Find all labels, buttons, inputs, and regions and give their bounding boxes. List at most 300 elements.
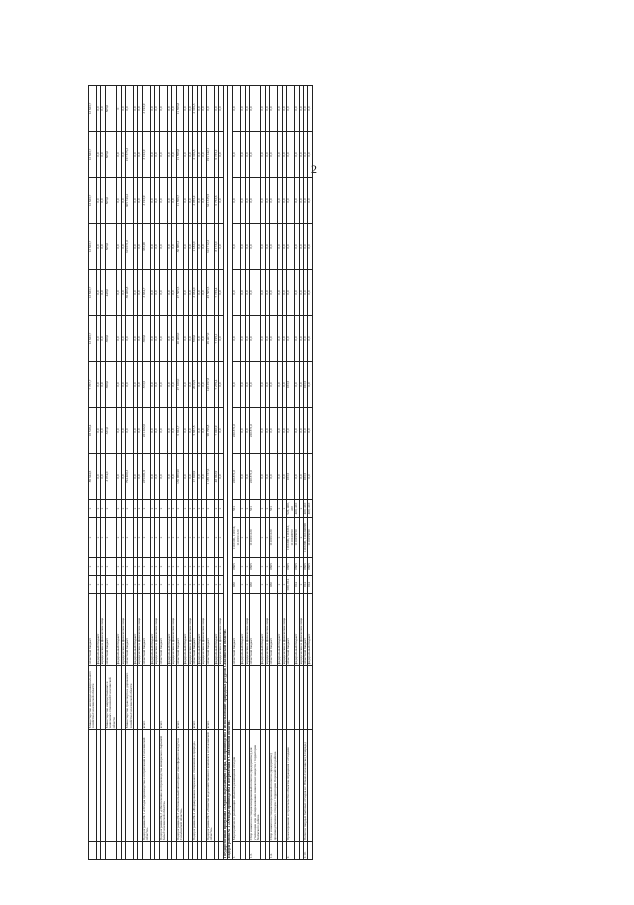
row-value: 0,0	[121, 408, 125, 454]
row-number	[126, 842, 134, 860]
row-value: 0,0	[303, 224, 307, 270]
row-value: 0,0	[202, 86, 206, 132]
row-grbs: x	[184, 576, 188, 594]
table-row	[206, 86, 214, 860]
row-csr: x	[184, 518, 188, 558]
row-name: Полигон твердых бытовых отходов в г. Южно-Сахалинске (I очередь)	[303, 730, 307, 842]
row-vr: x	[282, 500, 286, 518]
row-value: 0,0	[261, 86, 265, 132]
row-value: 0,0	[133, 178, 137, 224]
row-value: 0,0	[233, 270, 241, 316]
row-value: 0,0	[96, 178, 100, 224]
row-value: 6 822,7	[176, 408, 184, 454]
row-value: 0,0	[219, 408, 223, 454]
row-value: 0,0	[265, 408, 269, 454]
row-funding-source: областной бюджет	[233, 594, 241, 666]
row-csr: x	[126, 518, 134, 558]
row-vr: x	[265, 500, 269, 518]
row-executor: всего	[176, 666, 184, 730]
row-value: 0,0	[270, 86, 278, 132]
row-grbs: x	[282, 576, 286, 594]
row-value: 0,0	[308, 408, 312, 454]
row-value: 0,0	[270, 270, 278, 316]
row-grbs: x	[159, 576, 167, 594]
row-value: 0,0	[282, 178, 286, 224]
row-funding-source: областной бюджет	[287, 594, 295, 666]
row-value: 0,0	[233, 178, 241, 224]
row-csr: 1110200, 1110240090	[303, 518, 307, 558]
row-value: 0,0	[245, 178, 249, 224]
row-value: 0,0	[184, 224, 188, 270]
row-value: 0,0	[270, 408, 278, 454]
row-rzpr: x	[117, 558, 121, 576]
row-value: 0,0	[172, 362, 176, 408]
row-value: 0,0	[202, 408, 206, 454]
row-rzpr: 0605	[287, 558, 295, 576]
row-value: 0,0	[282, 224, 286, 270]
row-csr: x	[245, 518, 249, 558]
row-value: 0,0	[155, 362, 159, 408]
row-value: 0,0	[299, 86, 303, 132]
row-vr: x	[172, 500, 176, 518]
row-value: 220 871,0	[233, 408, 241, 454]
row-value: 390,0	[105, 362, 116, 408]
row-vr: x	[214, 500, 218, 518]
rotated-table-wrapper	[88, 90, 628, 860]
row-value: 0,0	[202, 362, 206, 408]
row-value: 11 596,8	[176, 86, 184, 132]
row-value: 0,0	[150, 316, 154, 362]
row-value: 0,0	[299, 132, 303, 178]
row-value: 505,0	[105, 86, 116, 132]
row-value: 0,0	[250, 316, 261, 362]
row-value: 220 871,0	[250, 454, 261, 500]
row-rzpr: x	[265, 558, 269, 576]
row-value: 6 753,6	[214, 178, 218, 224]
row-value: 0,0	[261, 362, 265, 408]
row-grbs: x	[172, 576, 176, 594]
row-value: 0,0	[278, 86, 282, 132]
row-value: 183,5	[303, 362, 307, 408]
row-value: 157 575,3	[126, 132, 134, 178]
row-number	[206, 842, 214, 860]
row-value: 0,0	[167, 316, 171, 362]
row-name	[105, 730, 116, 842]
row-vr: x	[89, 500, 97, 518]
row-value: 0,0	[101, 178, 105, 224]
row-value: 0,0	[241, 454, 245, 500]
row-csr: x	[133, 518, 137, 558]
row-funding-source: юридические и физические лица	[188, 594, 192, 666]
row-rzpr: x	[206, 558, 214, 576]
row-grbs: 030	[233, 576, 241, 594]
row-value: 0,0	[219, 178, 223, 224]
row-value: 0,0	[188, 408, 192, 454]
row-value: 183,5	[303, 454, 307, 500]
row-value: 2 316,3	[193, 86, 197, 132]
row-value: 0,0	[278, 132, 282, 178]
row-number	[142, 842, 150, 860]
row-number: 2.10.	[303, 842, 307, 860]
row-grbs: x	[176, 576, 184, 594]
row-value: 0,0	[101, 454, 105, 500]
row-value: 12 623,7	[89, 178, 97, 224]
row-value: 0,0	[133, 270, 137, 316]
row-executor	[308, 666, 312, 730]
row-rzpr: x	[245, 558, 249, 576]
row-value: 0,0	[299, 316, 303, 362]
row-csr: 1110161120	[270, 518, 278, 558]
row-grbs: x	[188, 576, 192, 594]
row-funding-source: юридические и физические лица	[282, 594, 286, 666]
row-value: 0,0	[270, 316, 278, 362]
row-executor: всего	[206, 666, 214, 730]
row-grbs: x	[105, 576, 116, 594]
row-value: 0,0	[117, 454, 121, 500]
row-value: 0,0	[261, 454, 265, 500]
row-name: Сбор и вывоз на специализированный полигон (предприятие) производственных отходов с территории Поронайского района	[270, 730, 278, 842]
row-grbs: 014	[295, 576, 299, 594]
row-value: 0,0	[270, 362, 278, 408]
row-value: 183,5	[287, 454, 295, 500]
row-value: 0,0	[159, 132, 167, 178]
row-value: 0,0	[96, 270, 100, 316]
table-row	[105, 86, 116, 860]
row-value: 0,0	[159, 224, 167, 270]
row-value: 0,0	[101, 224, 105, 270]
row-vr: x	[197, 500, 201, 518]
row-value: 48 352,9	[214, 454, 218, 500]
row-value: 0,0	[295, 408, 299, 454]
row-executor	[233, 666, 241, 730]
row-value: 0,0	[270, 132, 278, 178]
row-vr: x	[105, 500, 116, 518]
row-value: 0,0	[308, 86, 312, 132]
row-value: 0,0	[184, 316, 188, 362]
row-funding-source: федеральный бюджет	[197, 594, 201, 666]
row-value: 0,0	[261, 132, 265, 178]
row-grbs: x	[214, 576, 218, 594]
row-value: 0,0	[308, 132, 312, 178]
row-value: 0,0	[250, 132, 261, 178]
row-value: 0,0	[308, 270, 312, 316]
row-funding-source: федеральный бюджет	[261, 594, 265, 666]
row-value: 0,0	[159, 454, 167, 500]
row-value: 12 623,7	[89, 86, 97, 132]
row-csr: x	[261, 518, 265, 558]
row-value: 0,0	[184, 408, 188, 454]
row-vr: x	[188, 500, 192, 518]
table-row	[308, 86, 312, 860]
row-value: 0,0	[295, 316, 299, 362]
row-value: 0,0	[303, 408, 307, 454]
row-name: Подпрограмма № 2 «Обеспечение воспроизводства минерально-сырьевой базы Сахалинской области»	[159, 730, 167, 842]
row-funding-source: юридические и физические лица	[155, 594, 159, 666]
row-value: 0,0	[138, 362, 142, 408]
row-value: 0,0	[295, 362, 299, 408]
row-value: 0,0	[150, 178, 154, 224]
row-value: 0,0	[117, 270, 121, 316]
row-csr: x	[193, 518, 197, 558]
row-rzpr: 0605	[233, 558, 241, 576]
row-value: 0,0	[299, 454, 303, 500]
row-grbs: x	[155, 576, 159, 594]
row-grbs: x	[138, 576, 142, 594]
row-number: 1.4.	[270, 842, 278, 860]
row-value: 0,0	[245, 132, 249, 178]
row-grbs: x	[245, 576, 249, 594]
row-value: 0,0	[250, 270, 261, 316]
row-value: 0,0	[278, 316, 282, 362]
row-value: 313 712,2	[206, 224, 214, 270]
row-rzpr: x	[167, 558, 171, 576]
row-rzpr: x	[172, 558, 176, 576]
row-csr: 1110255050	[308, 518, 312, 558]
row-number: 1.3.	[250, 842, 261, 860]
row-funding-source: юридические и физические лица	[299, 594, 303, 666]
row-csr: x	[105, 518, 116, 558]
row-value: 0,0	[159, 408, 167, 454]
row-value: 0,0	[278, 362, 282, 408]
row-value: 0,0	[303, 178, 307, 224]
row-value: 0,0	[282, 408, 286, 454]
row-vr: x	[126, 500, 134, 518]
row-value: 0,0	[138, 270, 142, 316]
page-number: 2	[311, 162, 317, 176]
row-value: 0,0	[278, 224, 282, 270]
row-value: 333,90	[142, 224, 150, 270]
row-number: 2.	[287, 842, 295, 860]
row-csr: x	[142, 518, 150, 558]
row-rzpr: x	[105, 558, 116, 576]
row-value: 0,0	[261, 178, 265, 224]
row-csr: x	[101, 518, 105, 558]
row-grbs: x	[142, 576, 150, 594]
row-executor: Министерство имущественных и земельных отношений Сахалинской области	[105, 666, 116, 730]
row-rzpr: x	[159, 558, 167, 576]
row-value: 0,0	[133, 132, 137, 178]
row-value: 0,0	[219, 86, 223, 132]
row-value: 0,0	[241, 408, 245, 454]
row-vr: x	[159, 500, 167, 518]
row-rzpr: x	[121, 558, 125, 576]
row-rzpr: x	[150, 558, 154, 576]
row-value: 0,0	[202, 454, 206, 500]
row-value: 12 623,7	[89, 316, 97, 362]
row-number: 1.	[233, 842, 241, 860]
row-value: 0,0	[101, 408, 105, 454]
row-value: 0,0	[188, 454, 192, 500]
row-value: 5 667,5	[193, 408, 197, 454]
row-value: 0,0	[241, 132, 245, 178]
row-vr: x	[193, 500, 197, 518]
row-value: 0,0	[138, 178, 142, 224]
row-value: 390,0	[142, 316, 150, 362]
row-value: 0,0	[138, 224, 142, 270]
row-value: 0,0	[265, 454, 269, 500]
row-value: 0,0	[188, 316, 192, 362]
row-value: 20 400,0	[176, 316, 184, 362]
row-executor	[287, 666, 295, 730]
row-value: 0,0	[219, 270, 223, 316]
row-value: 0,0	[287, 270, 295, 316]
row-rzpr: 0605	[295, 558, 299, 576]
row-value: 0,0	[287, 408, 295, 454]
row-value: 0,0	[167, 408, 171, 454]
row-executor	[250, 666, 261, 730]
row-vr: x	[96, 500, 100, 518]
row-vr: x	[278, 500, 282, 518]
row-value: 0,0	[121, 362, 125, 408]
row-grbs: x	[121, 576, 125, 594]
row-csr: x	[117, 518, 121, 558]
row-value: 0,0	[96, 86, 100, 132]
row-value: 26 407,0	[206, 316, 214, 362]
row-grbs: x	[265, 576, 269, 594]
row-vr: x	[176, 500, 184, 518]
row-value: 0,0	[303, 132, 307, 178]
row-executor: Министерство транспорта и дорожного хозяйства Сахалинской области	[126, 666, 134, 730]
row-funding-source: федеральный бюджет	[278, 594, 282, 666]
row-value: 0,0	[287, 178, 295, 224]
row-value: 0,0	[303, 86, 307, 132]
row-value: 0,0	[287, 132, 295, 178]
row-value: 0,0	[172, 454, 176, 500]
row-value: 0,0	[219, 132, 223, 178]
row-value: 0,0	[245, 454, 249, 500]
row-csr: x	[202, 518, 206, 558]
row-value: 0,0	[303, 316, 307, 362]
row-rzpr: x	[133, 558, 137, 576]
row-value: 0,0	[282, 316, 286, 362]
row-funding-source: юридические и физические лица	[265, 594, 269, 666]
row-value: 0,0	[96, 132, 100, 178]
row-vr: x	[241, 500, 245, 518]
row-funding-source: областной бюджет	[193, 594, 197, 666]
row-value: 505,0	[105, 224, 116, 270]
row-value: 0,0	[184, 132, 188, 178]
row-value: 7 020,9	[214, 408, 218, 454]
row-value: 0,0	[150, 224, 154, 270]
row-value: 0,0	[126, 86, 134, 132]
row-csr: x	[197, 518, 201, 558]
row-funding-source: юридические и физические лица	[172, 594, 176, 666]
row-value: 0,0	[101, 86, 105, 132]
row-grbs: x	[117, 576, 121, 594]
row-value: 0,0	[133, 224, 137, 270]
row-value: 0,0	[287, 86, 295, 132]
row-value: 0,0	[245, 86, 249, 132]
row-value: 505,0	[105, 132, 116, 178]
row-grbs: x	[193, 576, 197, 594]
row-value: 0,0	[202, 270, 206, 316]
row-value: 0,0	[159, 270, 167, 316]
row-funding-source: федеральный бюджет	[167, 594, 171, 666]
row-value: 0,0	[159, 178, 167, 224]
row-value: 0,0	[197, 454, 201, 500]
row-funding-source: областной бюджет	[142, 594, 150, 666]
row-value: 12 623,7	[89, 132, 97, 178]
row-value: 0,0	[295, 270, 299, 316]
row-value: 0,0	[155, 316, 159, 362]
row-value: 149 297,8	[206, 362, 214, 408]
row-value: 0,0	[202, 316, 206, 362]
row-value: 0,0	[117, 224, 121, 270]
row-funding-source: федеральный бюджет	[241, 594, 245, 666]
row-value: 0,0	[117, 408, 121, 454]
row-rzpr: x	[278, 558, 282, 576]
row-rzpr: x	[142, 558, 150, 576]
row-value: 0,0	[295, 178, 299, 224]
row-value: 0,0	[172, 224, 176, 270]
row-vr: x	[219, 500, 223, 518]
row-value: 0,0	[150, 362, 154, 408]
row-value: 0,0	[270, 224, 278, 270]
row-value: 2 316,3	[193, 132, 197, 178]
row-value: 0,0	[303, 270, 307, 316]
row-vr: 400, 410	[308, 500, 312, 518]
row-value: 0,0	[197, 178, 201, 224]
row-value: 0,0	[188, 362, 192, 408]
row-grbs: x	[167, 576, 171, 594]
row-value: 0,0	[121, 86, 125, 132]
row-csr: x	[138, 518, 142, 558]
row-value: 0,0	[197, 316, 201, 362]
row-grbs: x	[206, 576, 214, 594]
row-value: 0,0	[159, 86, 167, 132]
row-vr: 521	[233, 500, 241, 518]
row-value: 0,0	[308, 454, 312, 500]
row-value: 30 886,2	[176, 224, 184, 270]
row-value: 0,0	[245, 408, 249, 454]
row-csr: x	[265, 518, 269, 558]
row-value: 0,0	[250, 86, 261, 132]
row-name: Подпрограмма № 3 «Региональный мониторинг атмосферного воздуха в Сахалинской области»	[176, 730, 184, 842]
row-value: 11 596,7	[176, 178, 184, 224]
row-rzpr: x	[188, 558, 192, 576]
row-value: 0,0	[184, 362, 188, 408]
row-funding-source: федеральный бюджет	[214, 594, 218, 666]
row-value: 0,0	[265, 132, 269, 178]
row-value: 0,0	[197, 86, 201, 132]
row-vr: x	[155, 500, 159, 518]
row-value: 0,0	[121, 454, 125, 500]
row-grbs: x	[96, 576, 100, 594]
row-value: 0,0	[155, 178, 159, 224]
row-executor: Министерство жилищно-коммунального хозяйства Сахалинской области	[89, 666, 97, 730]
row-value: 0,0	[299, 178, 303, 224]
row-csr: x	[121, 518, 125, 558]
row-value: 0,0	[155, 86, 159, 132]
row-value: 315 071,0	[126, 224, 134, 270]
row-value: 7 195,1	[214, 316, 218, 362]
row-value: 0,0	[250, 224, 261, 270]
row-funding-source: юридические и физические лица	[245, 594, 249, 666]
row-executor: всего	[142, 666, 150, 730]
row-csr: x	[188, 518, 192, 558]
row-value: 0,0	[126, 362, 134, 408]
row-rzpr: x	[282, 558, 286, 576]
row-rzpr: x	[202, 558, 206, 576]
row-value: 550,0	[193, 316, 197, 362]
row-value: 0,0	[101, 362, 105, 408]
row-rzpr: x	[138, 558, 142, 576]
row-value: 89 344,6	[89, 454, 97, 500]
row-value: 0,0	[188, 86, 192, 132]
row-value: 0,0	[241, 316, 245, 362]
row-value: 0,0	[188, 224, 192, 270]
row-rzpr: x	[126, 558, 134, 576]
